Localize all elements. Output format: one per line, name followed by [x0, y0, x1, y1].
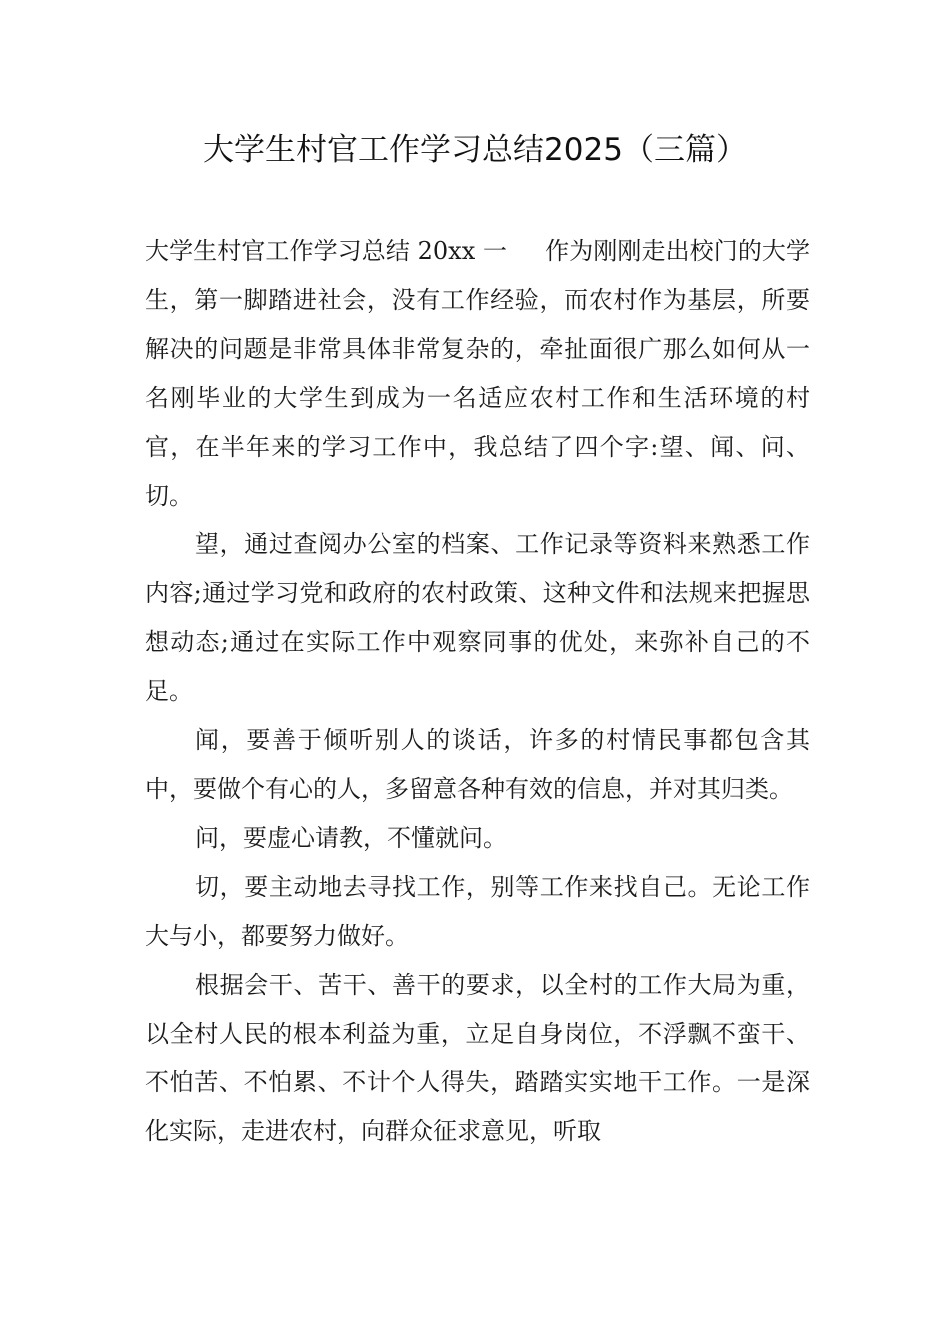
paragraph-5: 切，要主动地去寻找工作，别等工作来找自己。无论工作大与小，都要努力做好。 — [145, 872, 810, 950]
paragraph-1 — [145, 227, 810, 520]
document-body — [145, 227, 810, 1156]
paragraph-4: 问，要虚心请教，不懂就问。 — [195, 823, 507, 852]
paragraph-3: 闻，要善于倾听别人的谈话，许多的村情民事都包含其中，要做个有心的人，多留意各种有效的信息，并对其归类。 — [145, 726, 810, 803]
paragraph-2: 望，通过查阅办公室的档案、工作记录等资料来熟悉工作内容;通过学习党和政府的农村政策、这种文件和法规来把握思想动态;通过在实际工作中观察同事的优处，来弥补自己的不足。 — [145, 530, 810, 706]
paragraph-text: 作为刚刚走出校门的大学生，第一脚踏进社会，没有工作经验，而农村作为基层，所要解决的问题是非常具体非常复杂的，牵扯面很广那么如何从一名刚毕业的大学生到成为一名适应农村工作和生活环境的村官，在半年来的学习工作中，我总结了四个字:望、闻、问、切。 — [145, 237, 810, 510]
document-title: 大学生村官工作学习总结2025（三篇） — [203, 132, 747, 168]
section-heading: 大学生村官工作学习总结 20xx 一 — [145, 237, 508, 265]
paragraph-6: 根据会干、苦干、善干的要求，以全村的工作大局为重，以全村人民的根本利益为重，立足自身岗位，不浮飘不蛮干、不怕苦、不怕累、不计个人得失，踏踏实实地干工作。一是深化实际，走进农村，向群众征求意见，听取 — [145, 970, 810, 1146]
